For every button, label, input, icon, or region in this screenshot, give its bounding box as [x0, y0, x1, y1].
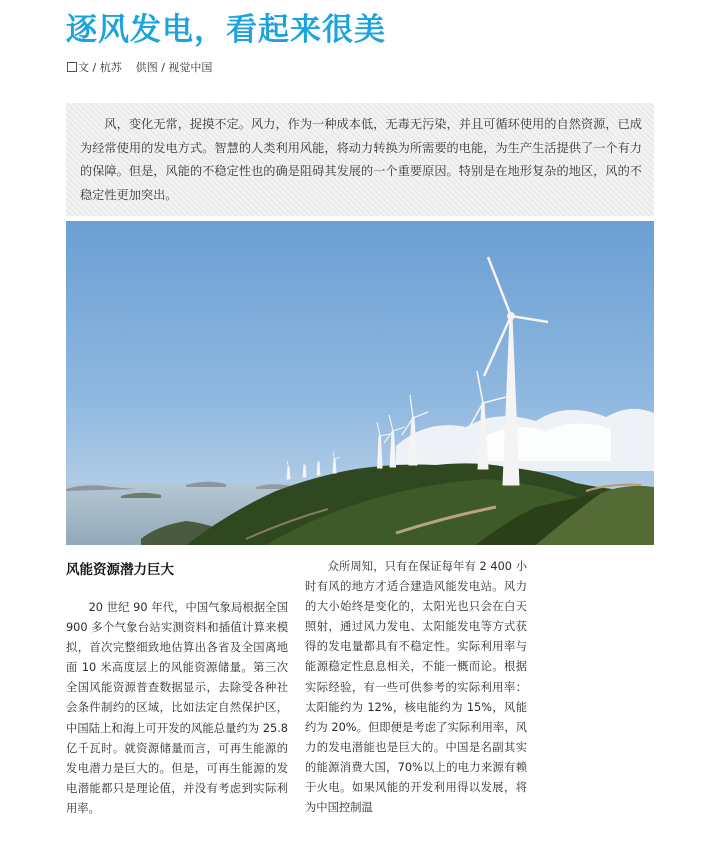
section-heading: 风能资源潜力巨大: [66, 562, 174, 578]
author-credit: 文 / 杭苏: [78, 61, 122, 74]
body-paragraph-col2: 众所周知，只有在保证每年有 2 400 小时有风的地方才适合建造风能发电站。风力的大小始终是变化的，太阳光也只会在白天照射，通过风力发电、太阳能发电等方式获得的发电量都具有不稳定性。实际利用率与能源稳定性息息相关，不能一概而论。根据实际经验，有一些可供参考的实际利用率：太阳能约为 12%，核电能约为 15%，风能约为 20%。但即便是考虑了实际利用率，风力的发电潜能也是巨大的。中国是名副其实的能源消费大国，70%以上的电力来源有赖于火电。如果风能的开发利用得以发展，将为中国控制温: [305, 560, 527, 815]
byline: [67, 60, 212, 76]
wind-turbine-photo: [66, 221, 654, 545]
photo-credit: 供图 / 视觉中国: [135, 61, 213, 74]
article-title: 逐风发电，看起来很美: [66, 12, 386, 48]
body-paragraph-col1: 20 世纪 90 年代，中国气象局根据全国 900 多个气象台站实测资料和插值计算来模拟，首次完整细致地估算出各省及全国离地面 10 米高度层上的风能资源储量。第三次全国风能资源普查数据显示，去除受各种社会条件制约的区域，比如法定自然保护区，中国陆上和海上可开发的风能总量约为 25.8 亿千瓦时。就资源储量而言，可再生能源的发电潜力是巨大的。但是，可再生能源的发电潜能都只是理论值，并没有考虑到实际利用率。: [66, 601, 288, 815]
box-icon: [67, 62, 77, 72]
intro-paragraph: 风，变化无常，捉摸不定。风力，作为一种成本低，无毒无污染，并且可循环使用的自然资源，已成为经常使用的发电方式。智慧的人类利用风能，将动力转换为所需要的电能，为生产生活提供了一个有力的保障。但是，风能的不稳定性也的确是阻碍其发展的一个重要原因。特别是在地形复杂的地区，风的不稳定性更加突出。: [66, 103, 654, 216]
